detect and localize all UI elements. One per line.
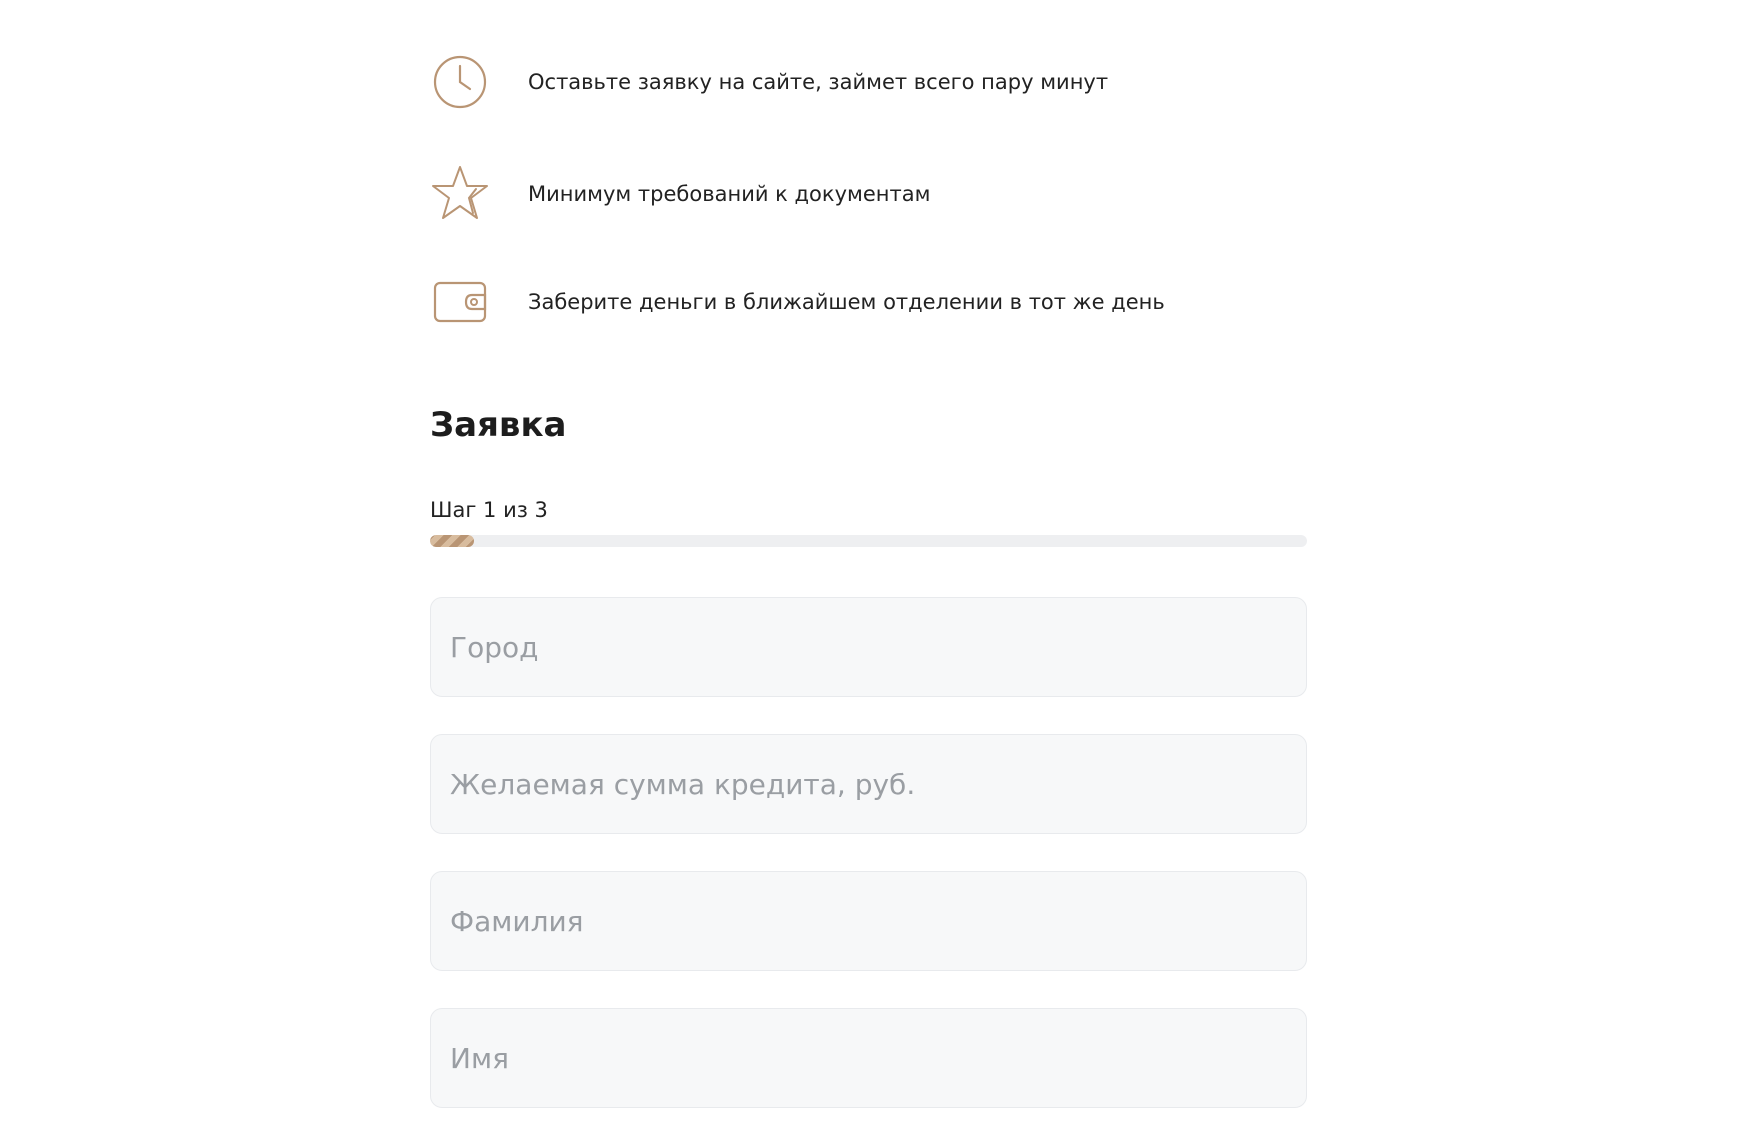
feature-item-fast-application: [430, 52, 1307, 112]
first-name-input[interactable]: [430, 1008, 1307, 1108]
progress-bar-fill: [430, 535, 474, 547]
last-name-input[interactable]: [430, 871, 1307, 971]
wallet-icon: [430, 272, 490, 332]
feature-item-min-documents: [430, 164, 1307, 224]
loan-amount-input[interactable]: [430, 734, 1307, 834]
step-indicator: Шаг 1 из 3: [430, 498, 548, 522]
feature-item-same-day-money: [430, 272, 1307, 332]
clock-icon: [430, 52, 490, 112]
page-content: [430, 0, 1307, 522]
features-list: [430, 0, 1307, 360]
star-icon: [430, 164, 490, 224]
feature-text: Заберите деньги в ближайшем отделении в тот же день: [528, 290, 1165, 314]
progress-bar: [430, 535, 1307, 547]
form-title: Заявка: [430, 405, 567, 445]
city-input[interactable]: [430, 597, 1307, 697]
feature-text: Оставьте заявку на сайте, займет всего пару минут: [528, 70, 1109, 94]
feature-text: Минимум требований к документам: [528, 182, 931, 206]
